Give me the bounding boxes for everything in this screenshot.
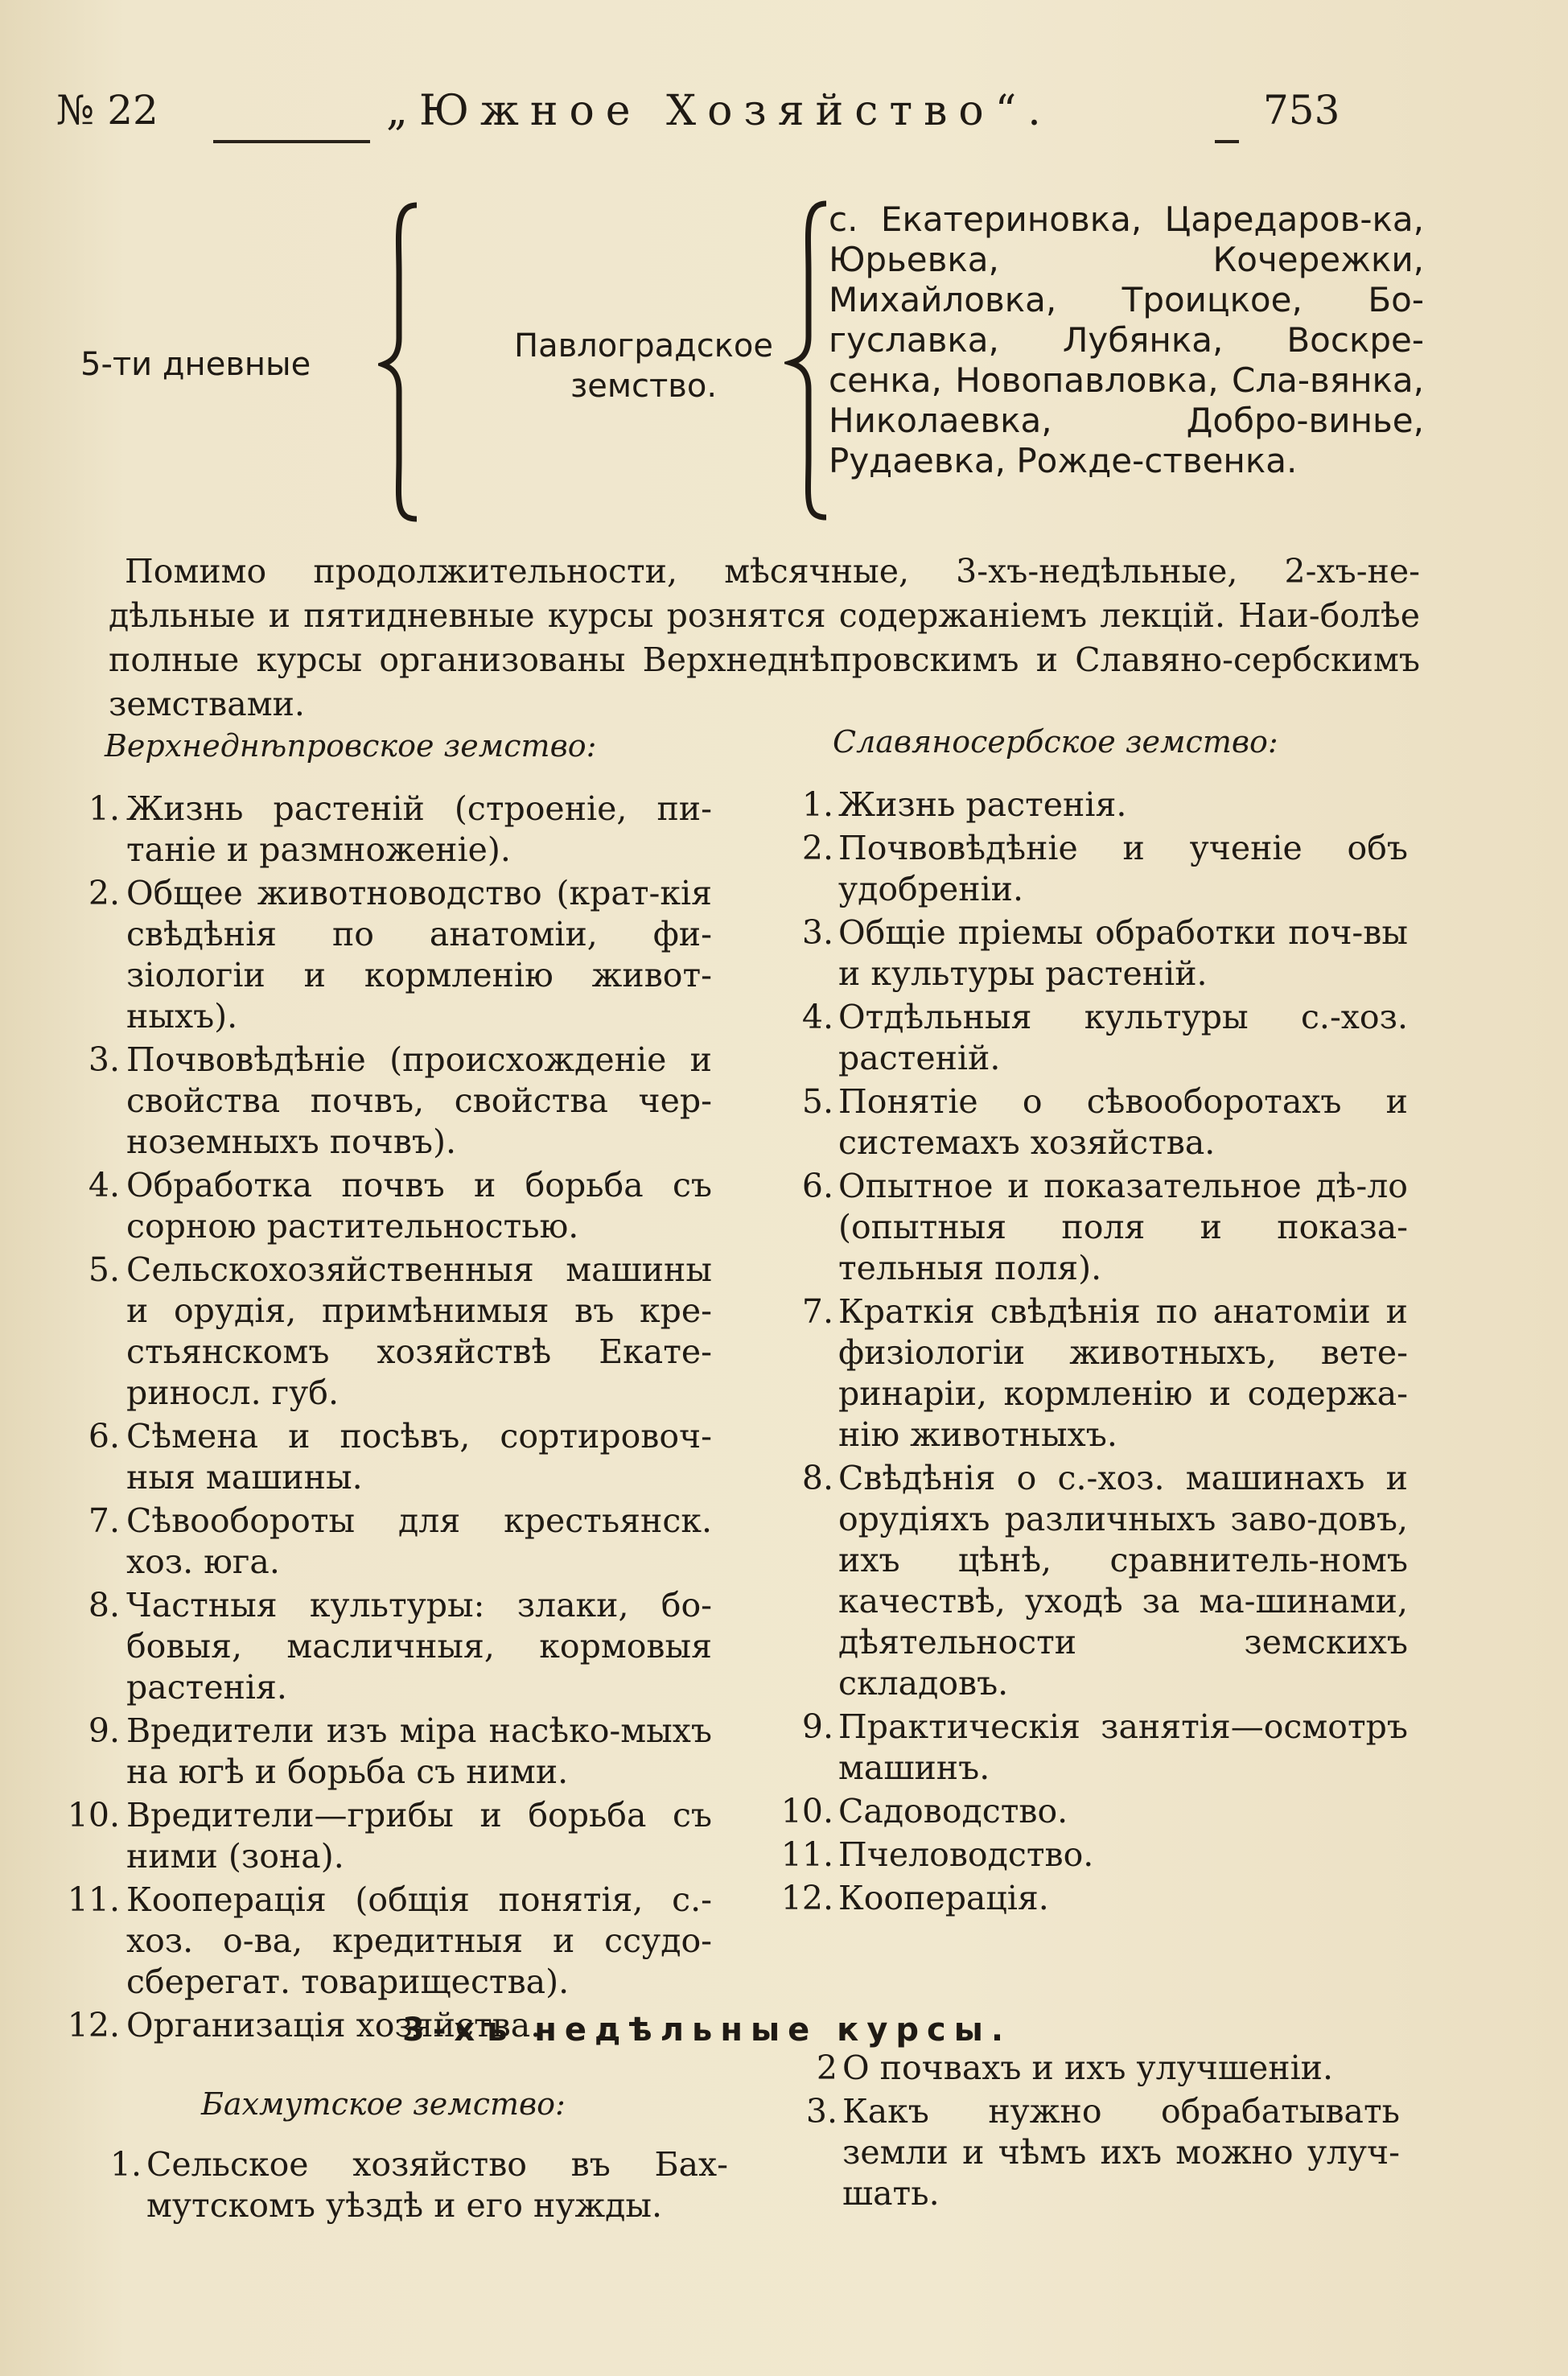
item-number: 10. <box>67 1796 120 1835</box>
item-number: 1. <box>109 2145 142 2184</box>
course-brace-table <box>56 193 1424 531</box>
left-column-heading: Верхнеднѣпровское земство: <box>105 728 597 764</box>
page-number: 753 <box>1263 87 1340 134</box>
item-number: 7. <box>801 1292 833 1331</box>
bakhmut-list-left <box>105 2144 728 2229</box>
item-text: Садоводство. <box>838 1792 1068 1830</box>
item-text: О почвахъ и ихъ улучшеніи. <box>842 2049 1334 2087</box>
item-text: Организація хозяйства. <box>126 2006 541 2045</box>
list-item <box>84 1711 712 1793</box>
item-text: Частныя культуры: злаки, бо-бовыя, масличныя, кормовыя растенія. <box>126 1586 712 1707</box>
item-number: 1. <box>801 785 833 824</box>
item-text: Практическія занятія—осмотръ машинъ. <box>838 1707 1408 1787</box>
intro-paragraph: Помимо продолжительности, мѣсячные, 3-хъ-недѣльные, 2-хъ-не-дѣльные и пятидневные курсы рознятся содержаніемъ лекцій. Наи-болѣе полные курсы организованы Верхнеднѣпровскимъ и Славяно-сербскимъ земствами. <box>109 552 1420 723</box>
list-item <box>780 1835 1408 1876</box>
list-item <box>84 789 712 871</box>
list-item <box>84 873 712 1037</box>
list-item <box>84 1165 712 1247</box>
header-rule-mid <box>1215 140 1239 143</box>
item-text: Вредители—грибы и борьба съ ними (зона). <box>126 1796 712 1876</box>
item-number: 11. <box>780 1835 833 1874</box>
item-text: Сельское хозяйство въ Бах-мутскомъ уѣздѣ и его нужды. <box>146 2145 728 2225</box>
left-brace <box>378 201 426 523</box>
item-number: 10. <box>780 1792 833 1830</box>
item-text: Сельскохозяйственныя машины и орудія, примѣнимыя въ кре-стьянскомъ хозяйствѣ Екате-риносл. губ. <box>126 1250 712 1412</box>
left-course-list <box>67 789 712 2049</box>
list-item <box>796 1081 1408 1163</box>
list-item <box>780 1878 1408 1919</box>
item-number: 5. <box>801 1082 833 1121</box>
list-item <box>84 1250 712 1414</box>
item-number: 8. <box>801 1459 833 1497</box>
list-item <box>67 1795 712 1877</box>
list-item <box>796 1707 1408 1789</box>
list-item <box>800 2091 1400 2214</box>
item-number: 12. <box>67 2006 120 2045</box>
item-number: 9. <box>801 1707 833 1746</box>
item-number: 3. <box>805 2092 838 2131</box>
item-number: 3. <box>801 913 833 952</box>
item-number: 3. <box>88 1040 120 1079</box>
item-number: 6. <box>88 1417 120 1456</box>
right-course-list <box>780 784 1408 1921</box>
item-number: 11. <box>67 1880 120 1919</box>
item-number: 1. <box>88 789 120 828</box>
list-item <box>780 1791 1408 1832</box>
item-text: Отдѣльныя культуры с.-хоз. растеній. <box>838 998 1408 1077</box>
list-item <box>84 1040 712 1163</box>
issue-number: № 22 <box>56 87 158 134</box>
item-text: Какъ нужно обрабатывать земли и чѣмъ ихъ можно улуч-шать. <box>842 2092 1400 2213</box>
village-list: с. Екатериновка, Царедаров-ка, Юрьевка, Кочережки, Михайловка, Троицкое, Бо-гуславка, Лубянка, Воскре-сенка, Новопавловка, Сла-вянка, Николаевка, Добро-винье, Рудаевка, Рожде-ственка. <box>829 200 1424 480</box>
header-rule-left <box>213 140 370 143</box>
item-text: Почвовѣдѣніе и ученіе объ удобреніи. <box>838 829 1408 908</box>
list-item <box>84 1501 712 1583</box>
list-item <box>796 997 1408 1079</box>
bakhmut-list-right <box>800 2048 1400 2217</box>
item-text: Опытное и показательное дѣ-ло (опытныя поля и показа-тельныя поля). <box>838 1167 1408 1287</box>
section-subheading: Бахмутское земство: <box>201 2086 566 2122</box>
item-number: 2. <box>88 874 120 912</box>
list-item <box>796 912 1408 994</box>
running-header <box>56 87 1360 151</box>
journal-title: „Южное Хозяйство“. <box>386 87 1052 135</box>
item-text: Свѣдѣнія о с.-хоз. машинахъ и орудіяхъ различныхъ заво-довъ, ихъ цѣнѣ, сравнитель-номъ качествѣ, уходѣ за ма-шинами, дѣятельности земскихъ складовъ. <box>838 1459 1408 1703</box>
item-number: 2 <box>816 2049 838 2087</box>
item-text: Общее животноводство (крат-кія свѣдѣнія по анатоміи, фи-зіологіи и кормленію живот-ныхъ). <box>126 874 712 1036</box>
item-number: 4. <box>88 1166 120 1204</box>
item-text: Понятіе о сѣвооборотахъ и системахъ хозяйства. <box>838 1082 1408 1162</box>
item-number: 6. <box>801 1167 833 1205</box>
item-number: 5. <box>88 1250 120 1289</box>
list-item <box>800 2048 1400 2089</box>
list-item <box>796 828 1408 910</box>
right-column-heading: Славяносербское земство: <box>833 724 1278 760</box>
item-number: 7. <box>88 1501 120 1540</box>
item-text: Жизнь растеній (строеніе, пи-таніе и размноженіе). <box>126 789 712 869</box>
item-text: Жизнь растенія. <box>838 785 1127 824</box>
item-text: Почвовѣдѣніе (происхожденіе и свойства почвъ, свойства чер-ноземныхъ почвъ). <box>126 1040 712 1161</box>
list-item <box>796 1458 1408 1704</box>
item-text: Общіе пріемы обработки поч-вы и культуры растеній. <box>838 913 1408 993</box>
list-item <box>84 1416 712 1498</box>
course-duration: 5-ти дневные <box>80 346 311 383</box>
list-item <box>105 2144 728 2226</box>
item-text: Обработка почвъ и борьба съ сорною растительностью. <box>126 1166 712 1246</box>
item-text: Кооперація. <box>838 1879 1049 1917</box>
section-heading: 3-хъ недѣльные курсы. <box>402 2012 1012 2049</box>
zemstvo-name: Павлоградское земство. <box>513 327 773 405</box>
item-text: Краткія свѣдѣнія по анатоміи и физіологіи животныхъ, вете-ринаріи, кормленію и содержа-нію животныхъ. <box>838 1292 1408 1454</box>
list-item <box>67 1880 712 2003</box>
list-item <box>796 784 1408 826</box>
list-item <box>84 1585 712 1708</box>
item-number: 8. <box>88 1586 120 1624</box>
item-text: Кооперація (общія понятія, с.-хоз. о-ва, кредитныя и ссудо-сберегат. товарищества). <box>126 1880 712 2001</box>
item-number: 4. <box>801 998 833 1036</box>
list-item <box>796 1166 1408 1289</box>
list-item <box>796 1291 1408 1456</box>
item-text: Пчеловодство. <box>838 1835 1094 1874</box>
item-number: 2. <box>801 829 833 867</box>
item-text: Сѣмена и посѣвъ, сортировоч-ныя машины. <box>126 1417 712 1497</box>
item-number: 12. <box>780 1879 833 1917</box>
item-text: Сѣвообороты для крестьянск. хоз. юга. <box>126 1501 712 1581</box>
right-brace <box>784 200 833 521</box>
item-text: Вредители изъ міра насѣко-мыхъ на югѣ и борьба съ ними. <box>126 1711 712 1791</box>
item-number: 9. <box>88 1711 120 1750</box>
